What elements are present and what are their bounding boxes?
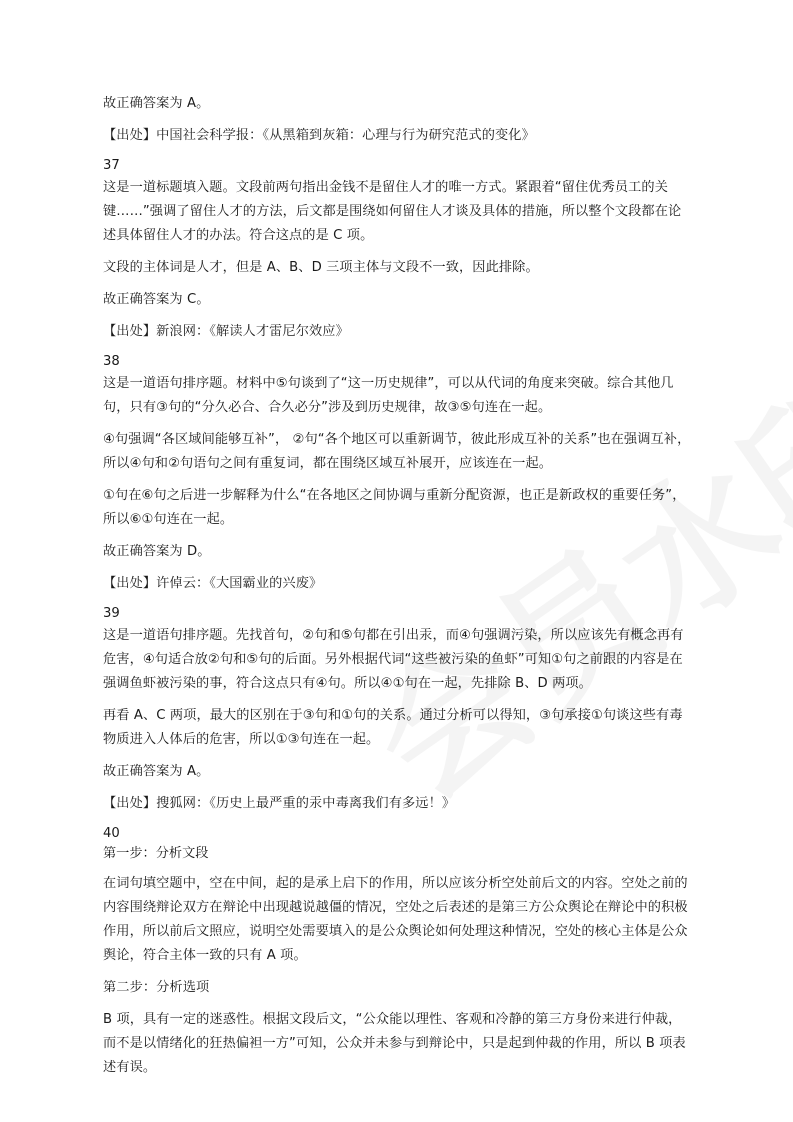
paragraph: 这是一道标题填入题。文段前两句指出金钱不是留住人才的唯一方式。紧跟着“留住优秀员工的关键……”强调了留住人才的方法，后文都是围绕如何留住人才谈及具体的措施，所以整个文段都在论述具体留住人才的办法。符合这点的是 C 项。 [103,180,682,243]
paragraph: 【出处】中国社会科学报：《从黑箱到灰箱：心理与行为研究范式的变化》 [103,128,535,143]
question-number: 40 [103,826,120,841]
paragraph: 故正确答案为 A。 [103,764,210,779]
paragraph: 故正确答案为 C。 [103,292,210,307]
paragraph: 再看 A、C 两项，最大的区别在于③句和①句的关系。通过分析可以得知，③句承接①句谈这些有毒物质进入人体后的危害，所以①③句连在一起。 [103,708,683,747]
question-number: 39 [103,606,120,621]
paragraph: 在词句填空题中，空在中间，起的是承上启下的作用，所以应该分析空处前后文的内容。空处之前的内容围绕辩论双方在辩论中出现越说越僵的情况，空处之后表述的是第三方公众舆论在辩论中的积极作用，所以前后文照应，说明空处需要填入的是公众舆论如何处理这种情况，空处的核心主体是公众舆论，符合主体一致的只有 A 项。 [103,876,688,963]
paragraph: 这是一道语句排序题。材料中⑤句谈到了“这一历史规律”，可以从代词的角度来突破。综合其他几句，只有③句的“分久必合、合久必分”涉及到历史规律，故③⑤句连在一起。 [103,376,674,415]
question-number: 38 [103,354,120,369]
question-number: 37 [103,158,120,173]
question-number: 第一步：分析文段 [103,846,209,861]
paragraph: ①句在⑥句之后进一步解释为什么“在各地区之间协调与重新分配资源，也正是新政权的重要任务”，所以⑥①句连在一起。 [103,488,686,527]
paragraph: 【出处】新浪网：《解读人才雷尼尔效应》 [103,324,349,339]
paragraph: 文段的主体词是人才，但是 A、B、D 三项主体与文段不一致，因此排除。 [103,260,539,275]
paragraph: ④句强调“各区域间能够互补”， ②句“各个地区可以重新调节，彼此形成互补的关系”也在强调互补，所以④句和②句语句之间有重复词，都在围绕区域互补展开，应该连在一起。 [103,432,691,471]
document-body [103,92,691,1088]
paragraph: 【出处】许倬云：《大国霸业的兴废》 [103,576,323,591]
paragraph: 【出处】搜狐网：《历史上最严重的汞中毒离我们有多远！》 [103,796,456,811]
paragraph: B 项，具有一定的迷惑性。根据文段后文，“公众能以理性、客观和冷静的第三方身份来进行仲裁，而不是以情绪化的狂热偏袒一方”可知，公众并未参与到辩论中，只是起到仲裁的作用，所以 B 项表述有误。 [103,1012,686,1075]
paragraph: 故正确答案为 A。 [103,96,210,111]
paragraph: 这是一道语句排序题。先找首句，②句和⑤句都在引出汞，而④句强调污染，所以应该先有概念再有危害，④句适合放②句和⑤句的后面。另外根据代词“这些被污染的鱼虾”可知①句之前跟的内容是在强调鱼虾被污染的事，符合这点只有④句。所以④①句在一起，先排除 B、D 两项。 [103,628,684,691]
paragraph: 第二步：分析选项 [103,980,210,995]
paragraph: 故正确答案为 D。 [103,544,211,559]
